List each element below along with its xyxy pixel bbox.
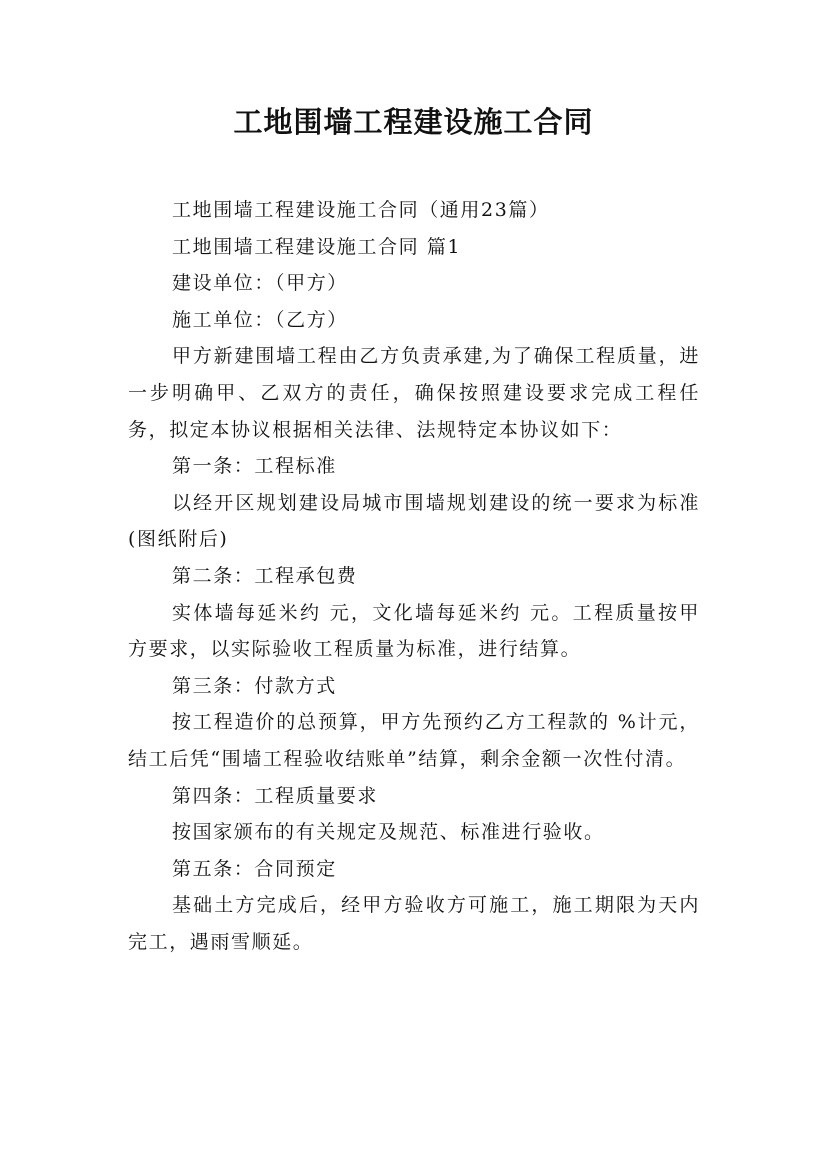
article-5-body: 基础土方完成后，经甲方验收方可施工，施工期限为天内完工，遇雨雪顺延。 xyxy=(128,894,700,953)
article-1-heading: 第一条：工程标准 xyxy=(172,455,337,478)
article-1-body: 以经开区规划建设局城市围墙规划建设的统一要求为标准(图纸附后) xyxy=(128,491,700,551)
paragraph-party-b: 施工单位：（乙方） xyxy=(172,308,348,331)
document-title: 工地围墙工程建设施工合同 xyxy=(233,105,594,139)
article-5-heading: 第五条：合同预定 xyxy=(172,857,337,880)
paragraph-section-heading: 工地围墙工程建设施工合同 篇1 xyxy=(172,235,462,258)
article-3-body: 按工程造价的总预算，甲方先预约乙方工程款的 %计元，结工后凭“围墙工程验收结账单”结算，剩余金额一次性付清。 xyxy=(128,711,700,770)
paragraph-party-a: 建设单位：（甲方） xyxy=(172,272,348,295)
document-body xyxy=(128,192,700,960)
article-2-body: 实体墙每延米约 元，文化墙每延米约 元。工程质量按甲方要求，以实际验收工程质量为标准，进行结算。 xyxy=(128,601,700,661)
article-2-heading: 第二条：工程承包费 xyxy=(172,564,358,587)
article-3-heading: 第三条：付款方式 xyxy=(172,674,337,697)
article-4-heading: 第四条：工程质量要求 xyxy=(172,784,379,807)
paragraph-subtitle: 工地围墙工程建设施工合同（通用23篇） xyxy=(172,199,550,221)
article-4-body: 按国家颁布的有关规定及规范、标准进行验收。 xyxy=(172,821,605,844)
paragraph-preamble: 甲方新建围墙工程由乙方负责承建,为了确保工程质量，进一步明确甲、乙双方的责任，确保按照建设要求完成工程任务，拟定本协议根据相关法律、法规特定本协议如下： xyxy=(128,345,700,441)
